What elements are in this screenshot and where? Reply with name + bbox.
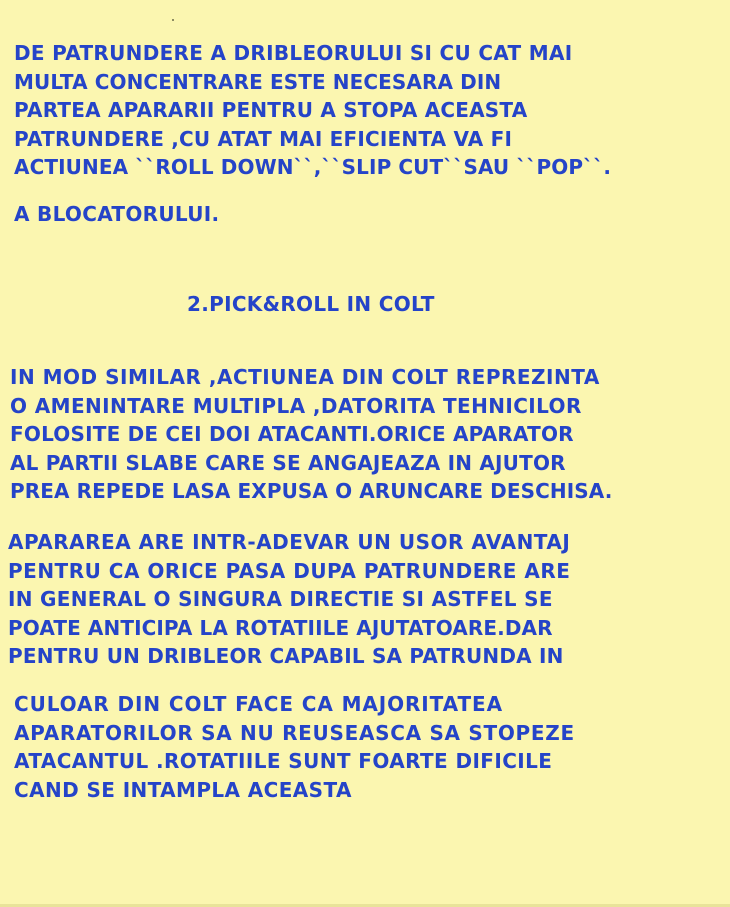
paragraph-5-line-1: CULOAR DIN COLT FACE CA MAJORITATEA [14, 692, 503, 716]
paragraph-1-line-2: MULTA CONCENTRARE ESTE NECESARA DIN [14, 69, 502, 94]
paragraph-4-line-5: PENTRU UN DRIBLEOR CAPABIL SA PATRUNDA IN [8, 644, 564, 668]
paragraph-2 [14, 200, 219, 229]
scan-speck [172, 19, 174, 21]
paragraph-5-line-4: CAND SE INTAMPLA ACEASTA [14, 777, 352, 802]
paragraph-4-line-2: PENTRU CA ORICE PASA DUPA PATRUNDERE ARE [8, 558, 571, 583]
paragraph-1 [14, 39, 611, 182]
paragraph-4 [8, 528, 570, 671]
paragraph-1-line-5: ACTIUNEA ``ROLL DOWN``,``SLIP CUT``SAU ``POP``. [14, 155, 612, 179]
paragraph-4-line-4: POATE ANTICIPA LA ROTATIILE AJUTATOARE.DAR [8, 615, 553, 640]
paragraph-3 [10, 363, 612, 506]
paragraph-2-text: A BLOCATORULUI. [14, 202, 220, 226]
paragraph-5 [14, 690, 575, 804]
paragraph-1-line-1: DE PATRUNDERE A DRIBLEORULUI SI CU CAT MAI [14, 41, 573, 65]
paragraph-3-line-3: FOLOSITE DE CEI DOI ATACANTI.ORICE APARATOR [10, 422, 574, 446]
paragraph-5-line-3: ATACANTUL .ROTATIILE SUNT FOARTE DIFICILE [14, 749, 553, 773]
section-heading: 2.PICK&ROLL IN COLT [187, 292, 435, 316]
paragraph-4-line-1: APARAREA ARE INTR-ADEVAR UN USOR AVANTAJ [8, 530, 571, 554]
paragraph-5-line-2: APARATORILOR SA NU REUSEASCA SA STOPEZE [14, 720, 575, 745]
paragraph-1-line-3: PARTEA APARARII PENTRU A STOPA ACEASTA [14, 98, 528, 122]
paragraph-1-line-4: PATRUNDERE ,CU ATAT MAI EFICIENTA VA FI [14, 126, 513, 151]
paragraph-3-line-4: AL PARTII SLABE CARE SE ANGAJEAZA IN AJUTOR [10, 450, 566, 475]
paragraph-4-line-3: IN GENERAL O SINGURA DIRECTIE SI ASTFEL SE [8, 587, 553, 611]
paragraph-3-line-1: IN MOD SIMILAR ,ACTIUNEA DIN COLT REPREZINTA [10, 365, 600, 389]
paragraph-3-line-2: O AMENINTARE MULTIPLA ,DATORITA TEHNICILOR [10, 393, 582, 418]
paragraph-3-line-5: PREA REPEDE LASA EXPUSA O ARUNCARE DESCHISA. [10, 479, 613, 503]
